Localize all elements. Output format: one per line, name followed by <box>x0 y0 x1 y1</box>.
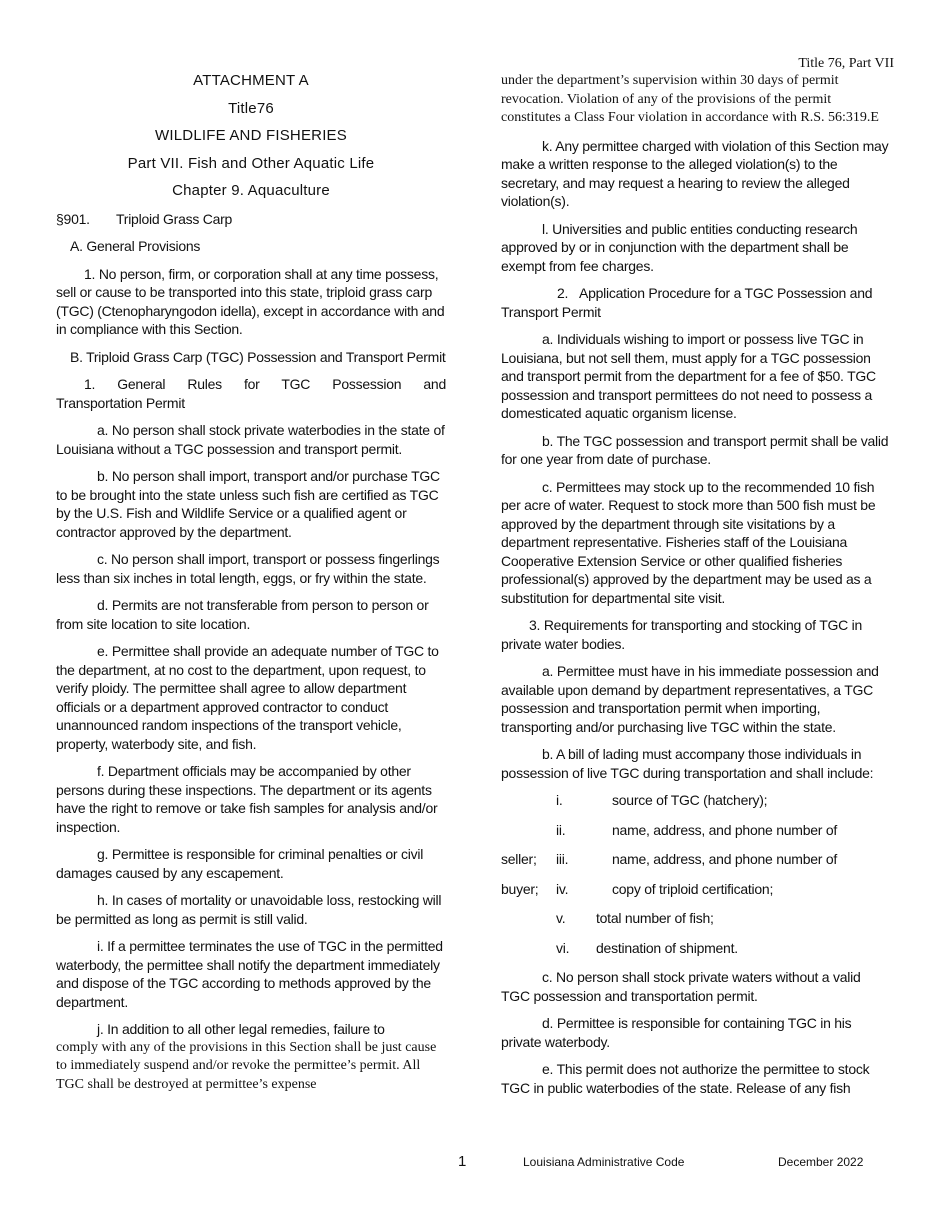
footer-source: Louisiana Administrative Code <box>523 1155 685 1169</box>
page-number: 1 <box>458 1153 467 1170</box>
right-column <box>501 72 891 1106</box>
subsection-a-heading: A. General Provisions <box>70 238 201 254</box>
paragraph-b1j-start: j. In addition to all other legal remedies, failure to <box>97 1021 385 1037</box>
paragraph-a1: 1. No person, firm, or corporation shall at any time possess, sell or cause to be transported into this state, triploid grass carp (TGC) (Ctenopharyngodon idella), except in accordance with and in compliance with this Section. <box>56 265 445 337</box>
paragraph-b2c: c. Permittees may stock up to the recommended 10 fish per acre of water. Request to stock more than 500 fish must be approved by the department through site visitations by a department representative. Fisheries staff of the Louisiana Cooperative Extension Service or other qualified fisheries professional(s) approved by the department may be used as a substitution for departmental site visit. <box>501 478 876 606</box>
paragraph-b3: 3. Requirements for transporting and stocking of TGC in private water bodies. <box>501 617 863 652</box>
paragraph-b1c: c. No person shall import, transport or possess fingerlings less than six inches in total length, eggs, or fry within the state. <box>56 551 440 586</box>
list-item-carryover: buyer; <box>501 880 539 897</box>
list-item-carryover: seller; <box>501 851 537 867</box>
paragraph-b1k: k. Any permittee charged with violation of this Section may make a written response to the alleged violation(s) to the secretary, and may request a hearing to review the alleged violation(s). <box>501 137 889 209</box>
page-header: Title 76, Part VII <box>798 56 894 71</box>
paragraph-b1j-rest: comply with any of the provisions in this Section shall be just cause to immediately suspend and/or revoke the permittee’s permit. All TGC shall be destroyed at permittee’s expense <box>56 1039 437 1092</box>
paragraph-b1b: b. No person shall import, transport and/or purchase TGC to be brought into the state unless such fish are certified as TGC by the U.S. Fish and Wildlife Service or a qualified agent or contractor approved by the department. <box>56 468 440 540</box>
list-item-text: source of TGC (hatchery); <box>612 792 768 808</box>
paragraph-b1 <box>56 375 446 412</box>
list-item <box>501 939 891 969</box>
subsection-b-heading: B. Triploid Grass Carp (TGC) Possession and Transport Permit <box>70 348 446 365</box>
paragraph-b3d: d. Permittee is responsible for containing TGC in his private waterbody. <box>501 1015 852 1050</box>
paragraph-b2a: a. Individuals wishing to import or possess live TGC in Louisiana, but not sell them, must apply for a TGC possession and transport permit from the department for a fee of $50. TGC possession and transport permittees do not need to possess a domesticated aquatic organism license. <box>501 331 876 421</box>
bill-of-lading-list <box>501 791 891 968</box>
paragraph-b2-text: Application Procedure for a TGC Possession and Transport Permit <box>501 285 873 320</box>
section-number: §901. <box>56 210 90 227</box>
chapter-heading: Chapter 9. Aquaculture <box>172 182 330 199</box>
paragraph-b1-line2: Transportation Permit <box>56 394 185 411</box>
list-item <box>501 791 891 821</box>
paragraph-b1e: e. Permittee shall provide an adequate number of TGC to the department, at no cost to the department, upon request, to verify ploidy. The permittee shall agree to allow department officials or a department approved contractor to conduct unannounced random inspections of the transport vehicle, property, waterbody site, and fish. <box>56 643 439 752</box>
list-item-text: total number of fish; <box>596 910 714 926</box>
list-item-text: copy of triploid certification; <box>612 880 774 897</box>
paragraph-b1-line1: 1. General Rules for TGC Possession and <box>84 376 446 392</box>
paragraph-b3a: a. Permittee must have in his immediate possession and available upon demand by department representatives, a TGC possession and transportation permit when importing, transporting and/or purchasing live TGC within the state. <box>501 663 879 735</box>
attachment-heading: ATTACHMENT A <box>193 72 309 89</box>
paragraph-b2-number: 2. <box>557 285 569 301</box>
list-item <box>501 821 891 851</box>
paragraph-b3b: b. A bill of lading must accompany those individuals in possession of live TGC during transportation and shall include: <box>501 746 874 781</box>
paragraph-b2b: b. The TGC possession and transport permit shall be valid for one year from date of purchase. <box>501 432 889 467</box>
list-item-number: iii. <box>556 851 569 867</box>
paragraph-b1j <box>56 1020 446 1094</box>
list-item-number: v. <box>556 910 566 926</box>
list-item-text: name, address, and phone number of <box>612 851 837 867</box>
list-item-number: iv. <box>556 880 569 897</box>
paragraph-b1h: h. In cases of mortality or unavoidable loss, restocking will be permitted as long as permit is still valid. <box>56 892 442 927</box>
paragraph-b1a: a. No person shall stock private waterbodies in the state of Louisiana without a TGC possession and transport permit. <box>56 422 445 457</box>
paragraph-b1i: i. If a permittee terminates the use of TGC in the permitted waterbody, the permittee shall notify the department immediately and dispose of the TGC according to methods approved by the department. <box>56 938 443 1010</box>
list-item <box>501 880 891 910</box>
paragraph-b3e: e. This permit does not authorize the permittee to stock TGC in public waterbodies of the state. Release of any fish <box>501 1061 870 1096</box>
list-item-number: i. <box>556 792 563 808</box>
title-heading: Title76 <box>228 99 274 117</box>
part-heading: Part VII. Fish and Other Aquatic Life <box>127 154 375 172</box>
paragraph-b1g: g. Permittee is responsible for criminal penalties or civil damages caused by any escapement. <box>56 846 424 881</box>
paragraph-b1l: l. Universities and public entities conducting research approved by or in conjunction with the department shall be exempt from fee charges. <box>501 220 858 274</box>
paragraph-b1f: f. Department officials may be accompanied by other persons during these inspections. The department or its agents have the right to remove or take fish samples for analysis and/or inspection. <box>56 763 438 835</box>
section-heading <box>56 210 446 229</box>
list-item <box>501 909 891 939</box>
list-item-number: ii. <box>556 821 566 838</box>
list-item-text: destination of shipment. <box>596 939 738 956</box>
list-item <box>501 850 891 880</box>
section-title: Triploid Grass Carp <box>116 210 233 227</box>
list-item-text: name, address, and phone number of <box>612 821 837 838</box>
paragraph-b1d: d. Permits are not transferable from person to person or from site location to site location. <box>56 597 429 632</box>
paragraph-b3c: c. No person shall stock private waters without a valid TGC possession and transportation permit. <box>501 969 861 1004</box>
paragraph-b2 <box>501 284 891 321</box>
footer-date: December 2022 <box>778 1155 864 1169</box>
agency-heading: WILDLIFE AND FISHERIES <box>155 127 347 144</box>
left-column <box>56 72 446 1094</box>
list-item-number: vi. <box>556 939 570 956</box>
paragraph-b1j-continued: under the department’s supervision within 30 days of permit revocation. Violation of any of the provisions of the permit constitutes a Class Four violation in accordance with R.S. 56:319.E <box>501 73 879 125</box>
